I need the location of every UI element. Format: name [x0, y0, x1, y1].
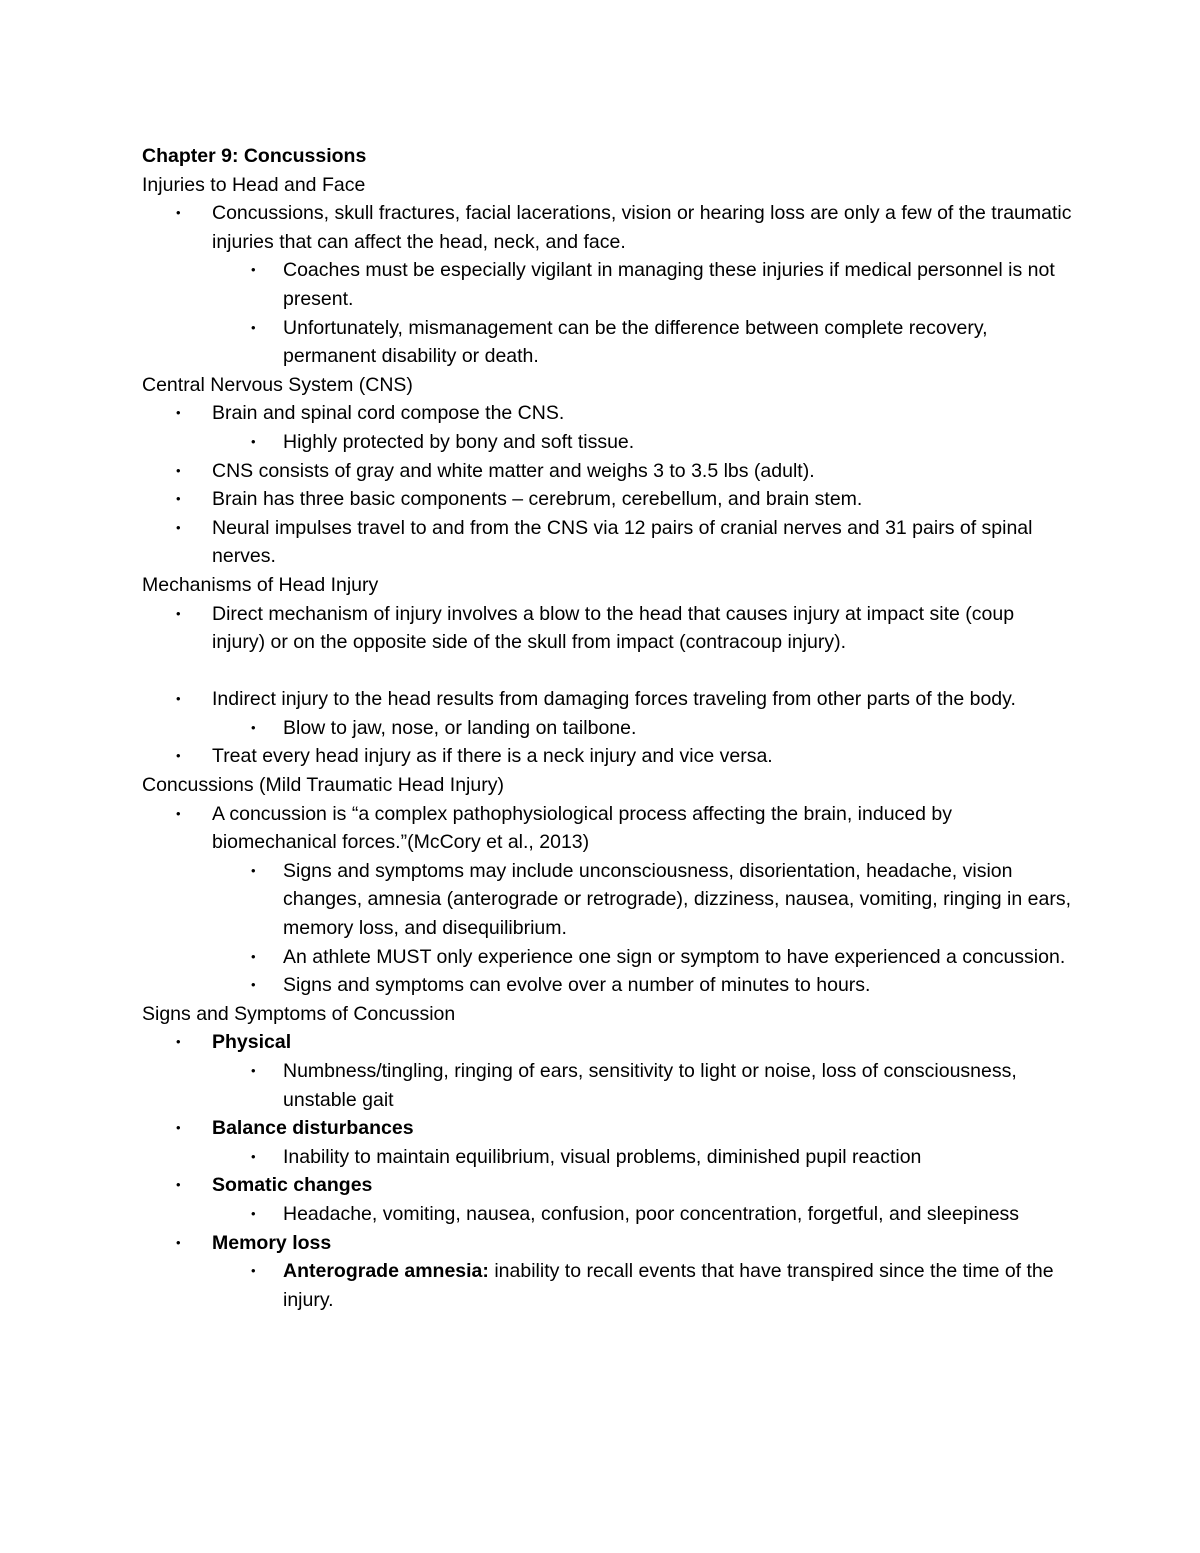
anterograde-definition: inability to recall events that have transpired since the time of the injury. — [283, 1260, 1054, 1311]
balance-label: Balance disturbances — [212, 1117, 414, 1140]
list-item: • Inability to maintain equilibrium, visual problems, diminished pupil reaction — [142, 1143, 1072, 1172]
list-item: • Indirect injury to the head results from damaging forces traveling from other parts of the body. — [142, 685, 1072, 714]
section-heading-cns: Central Nervous System (CNS) — [142, 373, 413, 396]
list-item: • An athlete MUST only experience one sign or symptom to have experienced a concussion. — [142, 943, 1072, 972]
list-item — [142, 1229, 1072, 1258]
blank-line — [142, 657, 1072, 686]
list-mechanisms — [142, 600, 1072, 772]
list-item: • A concussion is “a complex pathophysiological process affecting the brain, induced by biomechanical forces.”(McCory et al., 2013) — [142, 800, 1072, 857]
list-cns — [142, 399, 1072, 571]
section-heading-mechanisms: Mechanisms of Head Injury — [142, 573, 379, 596]
section-heading-concussions: Concussions (Mild Traumatic Head Injury) — [142, 774, 504, 797]
list-item — [142, 1257, 1072, 1314]
list-item: • Signs and symptoms may include unconsciousness, disorientation, headache, vision changes, amnesia (anterograde or retrograde), dizziness, nausea, vomiting, ringing in ears, memory loss, and disequilibrium. — [142, 857, 1072, 943]
list-item: • Blow to jaw, nose, or landing on tailbone. — [142, 714, 1072, 743]
list-item: • Direct mechanism of injury involves a blow to the head that causes injury at impact site (coup injury) or on the opposite side of the skull from impact (contracoup injury). — [142, 600, 1072, 657]
list-item: • Headache, vomiting, nausea, confusion, poor concentration, forgetful, and sleepiness — [142, 1200, 1072, 1229]
physical-label: Physical — [212, 1031, 292, 1054]
list-item — [142, 1171, 1072, 1200]
list-head-face — [142, 199, 1072, 371]
somatic-label: Somatic changes — [212, 1174, 373, 1197]
section-heading-signs: Signs and Symptoms of Concussion — [142, 1002, 456, 1025]
list-item — [142, 1028, 1072, 1057]
list-item: • CNS consists of gray and white matter and weighs 3 to 3.5 lbs (adult). — [142, 457, 1072, 486]
list-item: • Numbness/tingling, ringing of ears, sensitivity to light or noise, loss of consciousness, unstable gait — [142, 1057, 1072, 1114]
memory-label: Memory loss — [212, 1231, 332, 1254]
list-item: • Brain and spinal cord compose the CNS. — [142, 399, 1072, 428]
list-item: • Highly protected by bony and soft tissue. — [142, 428, 1072, 457]
section-heading-head-face: Injuries to Head and Face — [142, 173, 366, 196]
list-item: • Concussions, skull fractures, facial lacerations, vision or hearing loss are only a few of the traumatic injuries that can affect the head, neck, and face. — [142, 199, 1072, 256]
list-signs — [142, 1028, 1072, 1314]
document-page — [142, 142, 1072, 1314]
list-item: • Signs and symptoms can evolve over a number of minutes to hours. — [142, 971, 1072, 1000]
list-item: • Brain has three basic components – cerebrum, cerebellum, and brain stem. — [142, 485, 1072, 514]
list-concussions — [142, 800, 1072, 1000]
page-title: Chapter 9: Concussions — [142, 145, 367, 167]
list-item — [142, 1114, 1072, 1143]
anterograde-term: Anterograde amnesia: — [283, 1260, 489, 1283]
list-item: • Coaches must be especially vigilant in managing these injuries if medical personnel is not present. — [142, 256, 1072, 313]
list-item: • Unfortunately, mismanagement can be the difference between complete recovery, permanent disability or death. — [142, 314, 1072, 371]
list-item: • Neural impulses travel to and from the CNS via 12 pairs of cranial nerves and 31 pairs of spinal nerves. — [142, 514, 1072, 571]
list-item: • Treat every head injury as if there is a neck injury and vice versa. — [142, 742, 1072, 771]
